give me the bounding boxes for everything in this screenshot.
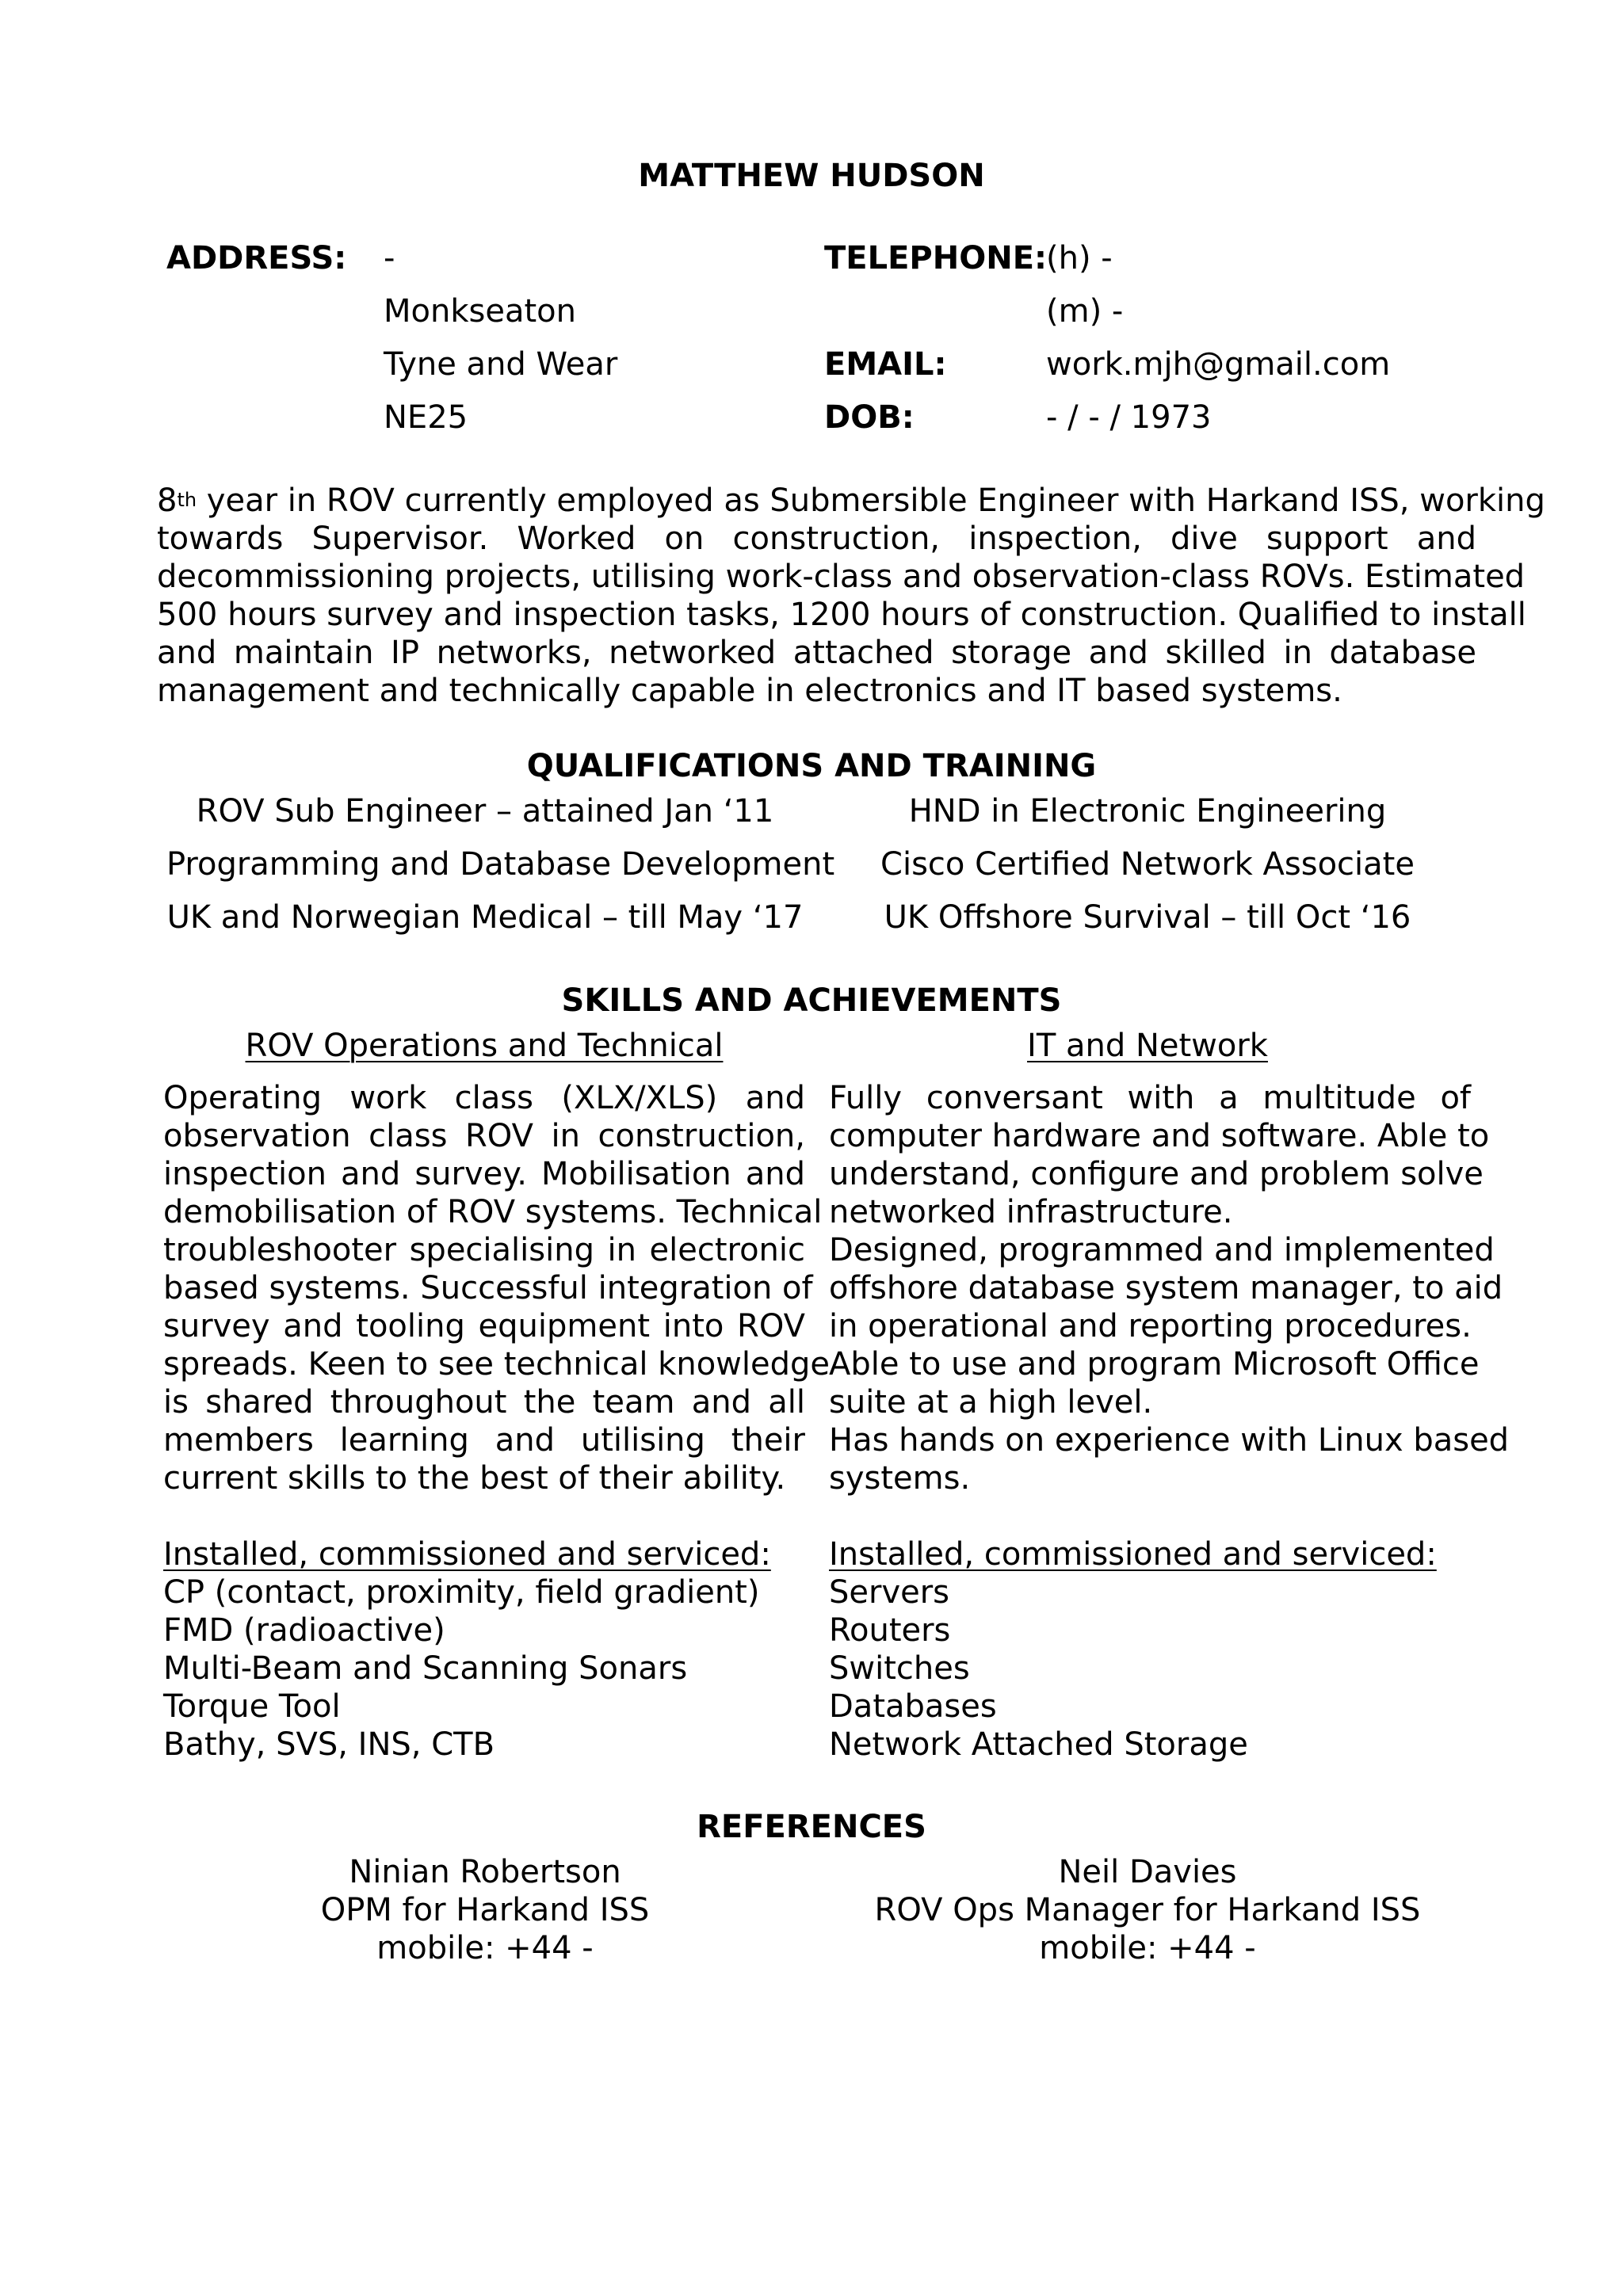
skills-left-title-text: ROV Operations and Technical — [245, 1028, 724, 1064]
skills-left-line: troubleshooter specialising in electronic — [163, 1232, 805, 1268]
skills-right-line: networked infrastructure. — [829, 1194, 1233, 1230]
list-item: Torque Tool — [163, 1688, 341, 1725]
telephone-label: TELEPHONE: — [824, 240, 1048, 277]
qualification-item: HND in Electronic Engineering — [908, 793, 1387, 830]
skills-right-line: Fully conversant with a multitude of — [829, 1080, 1471, 1116]
list-item: Bathy, SVS, INS, CTB — [163, 1726, 495, 1763]
skills-left-title — [163, 1027, 805, 1065]
reference-phone: mobile: +44 - — [1039, 1930, 1256, 1966]
skills-left-line: inspection and survey. Mobilisation and — [163, 1156, 805, 1192]
list-item: Multi-Beam and Scanning Sonars — [163, 1650, 688, 1687]
address-line: Tyne and Wear — [384, 346, 618, 383]
skills-right-line: offshore database system manager, to aid — [829, 1270, 1503, 1306]
dob-value: - / - / 1973 — [1046, 399, 1212, 436]
address-line: NE25 — [384, 399, 468, 436]
list-item: CP (contact, proximity, field gradient) — [163, 1574, 760, 1611]
reference-left — [166, 1853, 804, 1967]
skills-left-line: based systems. Successful integration of — [163, 1270, 813, 1306]
summary-line — [157, 482, 1545, 520]
skills-right-title-text: IT and Network — [1027, 1028, 1268, 1064]
skills-left-line: members learning and utilising their — [163, 1422, 805, 1459]
skills-heading: SKILLS AND ACHIEVEMENTS — [561, 982, 1062, 1019]
list-item: Servers — [829, 1574, 950, 1611]
skills-left-line: survey and tooling equipment into ROV — [163, 1308, 805, 1344]
qualification-item: ROV Sub Engineer – attained Jan ‘11 — [196, 793, 774, 830]
address-line: - — [384, 240, 395, 277]
email-value: work.mjh@gmail.com — [1046, 346, 1391, 383]
skills-left-line: spreads. Keen to see technical knowledge — [163, 1346, 830, 1383]
right-installed-list — [829, 1535, 1437, 1764]
summary-ordinal: 8 — [157, 482, 178, 519]
summary-line: towards Supervisor. Worked on construction, inspection, dive support and — [157, 521, 1476, 557]
summary-ordinal-suffix: th — [177, 489, 197, 511]
left-installed-title: Installed, commissioned and serviced: — [163, 1536, 771, 1573]
summary-line: decommissioning projects, utilising work-class and observation-class ROVs. Estimated — [157, 559, 1526, 595]
skills-right-line: computer hardware and software. Able to — [829, 1118, 1490, 1154]
summary-line: 500 hours survey and inspection tasks, 1200 hours of construction. Qualified to install — [157, 597, 1526, 633]
right-installed-title: Installed, commissioned and serviced: — [829, 1536, 1437, 1573]
skills-right-line: systems. — [829, 1460, 971, 1497]
summary-line: and maintain IP networks, networked attached storage and skilled in database — [157, 635, 1476, 671]
skills-right-line: Designed, programmed and implemented — [829, 1232, 1495, 1268]
reference-phone: mobile: +44 - — [376, 1930, 594, 1966]
list-item: FMD (radioactive) — [163, 1612, 445, 1649]
dob-label: DOB: — [824, 399, 915, 436]
skills-right-title — [824, 1027, 1471, 1065]
reference-right — [824, 1853, 1471, 1967]
list-item: Routers — [829, 1612, 951, 1649]
qualification-item: Programming and Database Development — [166, 846, 835, 883]
list-item: Switches — [829, 1650, 970, 1687]
qualification-item: UK and Norwegian Medical – till May ‘17 — [166, 899, 804, 936]
summary-line-text: year in ROV currently employed as Submersible Engineer with Harkand ISS, working — [197, 482, 1545, 519]
skills-left-line: observation class ROV in construction, — [163, 1118, 805, 1154]
skills-left-line: demobilisation of ROV systems. Technical — [163, 1194, 823, 1230]
reference-name: Neil Davies — [1058, 1854, 1237, 1890]
summary-line: management and technically capable in electronics and IT based systems. — [157, 673, 1342, 709]
skills-left-line: Operating work class (XLX/XLS) and — [163, 1080, 805, 1116]
address-line: Monkseaton — [384, 293, 576, 330]
list-item: Databases — [829, 1688, 997, 1725]
reference-role: ROV Ops Manager for Harkand ISS — [874, 1892, 1421, 1928]
skills-right-line: understand, configure and problem solve — [829, 1156, 1484, 1192]
skills-right-line: Able to use and program Microsoft Office — [829, 1346, 1480, 1383]
skills-left-line: current skills to the best of their ability. — [163, 1460, 786, 1497]
skills-right-line: suite at a high level. — [829, 1384, 1153, 1421]
telephone-home: (h) - — [1046, 240, 1113, 277]
skills-right-line: Has hands on experience with Linux based — [829, 1422, 1510, 1459]
list-item: Network Attached Storage — [829, 1726, 1248, 1763]
reference-role: OPM for Harkand ISS — [320, 1892, 650, 1928]
references-heading: REFERENCES — [697, 1809, 926, 1845]
candidate-name: MATTHEW HUDSON — [638, 158, 985, 194]
qualifications-heading: QUALIFICATIONS AND TRAINING — [526, 748, 1097, 784]
telephone-mobile: (m) - — [1046, 293, 1124, 330]
left-installed-list — [163, 1535, 771, 1764]
email-label: EMAIL: — [824, 346, 947, 383]
skills-right-line: in operational and reporting procedures. — [829, 1308, 1472, 1344]
skills-left-line: is shared throughout the team and all — [163, 1384, 805, 1421]
address-label: ADDRESS: — [166, 240, 347, 277]
qualification-item: Cisco Certified Network Associate — [880, 846, 1415, 883]
reference-name: Ninian Robertson — [349, 1854, 621, 1890]
qualification-item: UK Offshore Survival – till Oct ‘16 — [884, 899, 1411, 936]
